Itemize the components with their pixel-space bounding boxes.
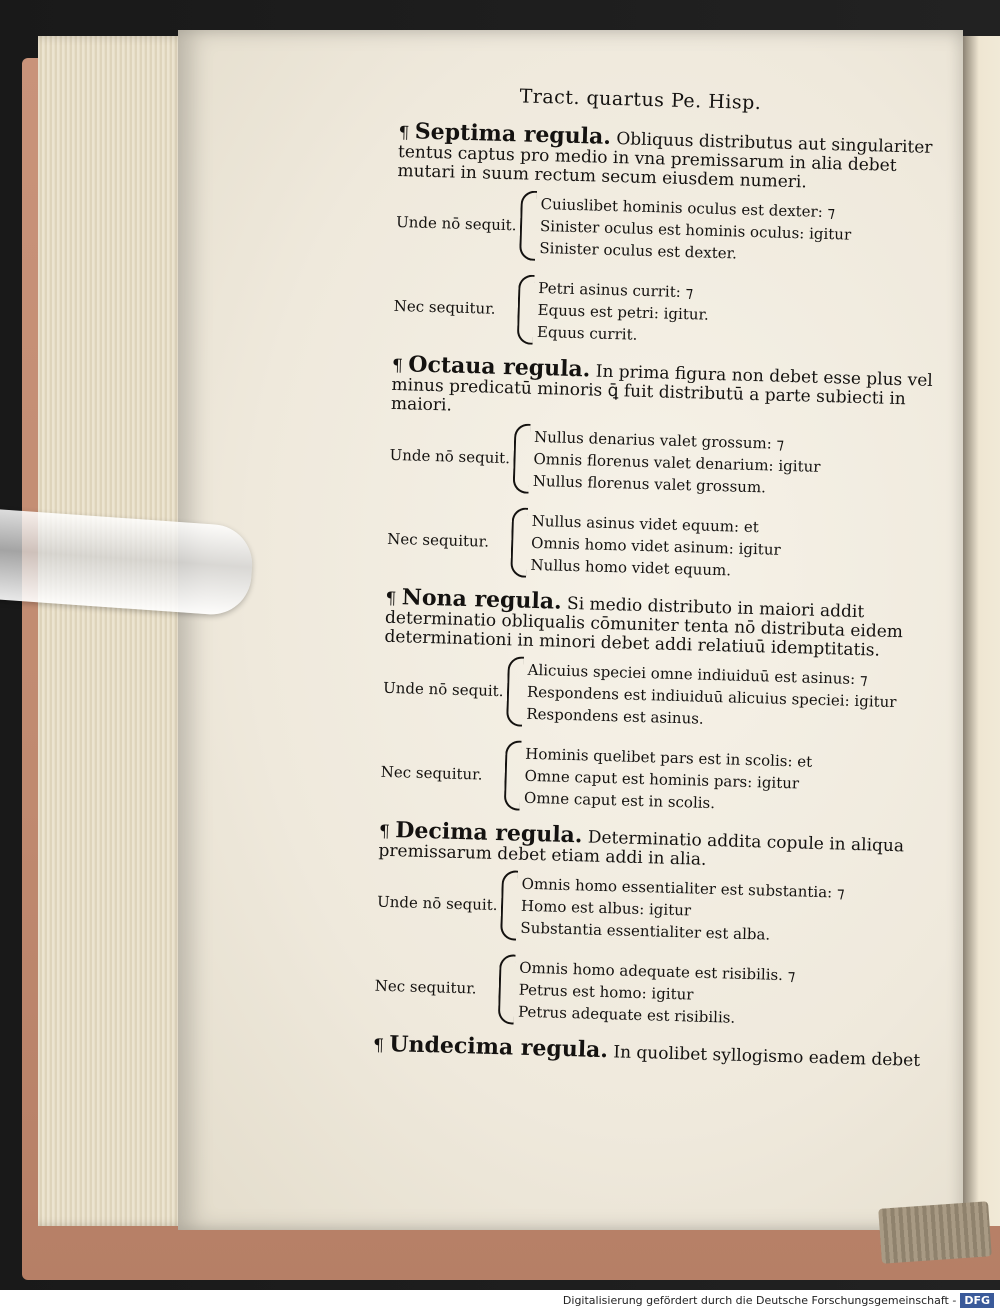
example-label: Unde nō sequit. <box>395 212 517 235</box>
pilcrow-icon: ¶ <box>378 821 396 843</box>
example-line: Petri asinus currit: ⁊ <box>538 278 694 302</box>
example-lines <box>539 193 852 268</box>
brace-icon <box>506 656 524 726</box>
rule-heading <box>397 118 948 196</box>
example-lines <box>520 873 845 948</box>
example-line: Omnis homo adequate est risibilis. ⁊ <box>519 958 796 985</box>
pilcrow-icon: ¶ <box>385 588 403 610</box>
brace-icon <box>513 423 531 493</box>
example-line: Respondens est asinus. <box>526 704 704 728</box>
dfg-logo: DFG <box>960 1293 994 1308</box>
example-line: Nullus homo videt equum. <box>530 555 732 580</box>
example-line: Substantia essentialiter est alba. <box>520 918 771 944</box>
rule-heading <box>378 817 929 876</box>
running-header: Tract. quartus Pe. Hisp. <box>519 85 762 115</box>
rule-text: In quolibet syllogismo eadem debet <box>613 1042 921 1071</box>
brace-icon <box>517 274 535 344</box>
rule-block <box>380 584 936 822</box>
glass-page-holder <box>0 509 255 617</box>
example-line: Omnis homo essentialiter est substantia: ⁊ <box>521 874 845 902</box>
facing-page-edge <box>963 36 1000 1226</box>
example-line: Cuiuslibet hominis oculus est dexter: ⁊ <box>540 194 836 222</box>
example-lines <box>524 743 813 817</box>
example-label: Unde nō sequit. <box>382 678 504 701</box>
rule-title: Decima regula. <box>394 817 583 849</box>
example-line: Petrus adequate est risibilis. <box>517 1002 736 1027</box>
example-label: Nec sequitur. <box>374 976 477 998</box>
footer-text: Digitalisierung gefördert durch die Deutsche Forschungsgemeinschaft - <box>562 1294 957 1307</box>
brace-icon <box>504 740 522 810</box>
example-line: Nullus asinus videt equum: et <box>531 511 759 537</box>
example-lines <box>526 659 897 735</box>
example-line: Alicuius speciei omne indiuiduū est asinus: ⁊ <box>527 660 868 689</box>
page-edges <box>38 36 188 1226</box>
pilcrow-icon: ¶ <box>398 122 416 144</box>
brace-icon <box>519 190 537 260</box>
example-line: Sinister oculus est dexter. <box>539 238 738 263</box>
example-line: Omnis florenus valet denarium: igitur <box>533 449 821 476</box>
rule-block <box>386 351 942 589</box>
rule-text: In prima figura non debet esse plus vel minus predicatū minoris ꝗ̄ fuit distributū a parte subiecti in maiori. <box>390 361 934 416</box>
example-line: Petrus est homo: igitur <box>518 980 694 1004</box>
rule-heading <box>390 351 942 429</box>
example-label: Nec sequitur. <box>393 296 496 318</box>
example-block <box>374 951 926 1036</box>
example-line: Respondens est indiuiduū alicuius speciei: igitur <box>526 682 897 712</box>
example-line: Sinister oculus est hominis oculus: igitur <box>539 216 852 244</box>
example-line: Homo est albus: igitur <box>520 896 692 920</box>
rule-title: Undecima regula. <box>389 1031 609 1064</box>
pilcrow-icon: ¶ <box>391 355 409 377</box>
example-lines <box>518 957 796 1031</box>
example-line: Equus est petri: igitur. <box>537 300 710 324</box>
footer-bar <box>0 1290 1000 1311</box>
rule-title: Octaua regula. <box>407 351 591 383</box>
rule-title: Septima regula. <box>414 118 612 150</box>
page-text <box>373 82 950 1071</box>
example-block <box>376 867 928 952</box>
rule-text: Determinatio addita copule in aliqua premissarum debet etiam addi in alia. <box>378 827 905 870</box>
example-line: Omne caput est hominis pars: igitur <box>524 766 800 793</box>
example-lines <box>533 426 822 500</box>
example-block <box>382 653 934 738</box>
example-block <box>386 504 938 589</box>
brace-icon <box>498 954 516 1024</box>
example-line: Nullus florenus valet grossum. <box>532 471 767 497</box>
ribbon-bookmark <box>878 1201 992 1264</box>
example-lines <box>530 510 781 583</box>
example-line: Equus currit. <box>536 322 638 344</box>
rule-block <box>393 118 949 356</box>
example-block <box>380 737 932 822</box>
pilcrow-icon: ¶ <box>372 1035 390 1057</box>
example-label: Unde nō sequit. <box>389 445 511 468</box>
rule-title: Nona regula. <box>401 584 563 615</box>
example-block <box>395 187 947 272</box>
brace-icon <box>510 507 528 577</box>
rule-block <box>374 817 929 1036</box>
example-line: Omnis homo videt asinum: igitur <box>530 533 781 559</box>
rule-text: Si medio distributo in maiori addit determinatio obliqualis cōmuniter tenta nō distributa eidem determinationi in minori debet addi relatiuū idemptitatis. <box>384 593 904 661</box>
example-line: Hominis quelibet pars est in scolis: et <box>525 744 813 771</box>
example-label: Unde nō sequit. <box>376 892 498 915</box>
rule-text: Obliquus distributus aut singulariter tentus captus pro medio in vna premissarum in alia debet mutari in suum rectum secum eiusdem numeri. <box>397 129 933 193</box>
example-label: Nec sequitur. <box>380 762 483 784</box>
example-lines <box>537 277 710 348</box>
brace-icon <box>500 870 518 940</box>
example-block <box>389 420 941 505</box>
example-block <box>393 271 945 356</box>
example-line: Omne caput est in scolis. <box>523 788 716 813</box>
example-line: Nullus denarius valet grossum: ⁊ <box>533 427 785 453</box>
example-label: Nec sequitur. <box>386 529 490 551</box>
rule-heading <box>384 584 935 662</box>
